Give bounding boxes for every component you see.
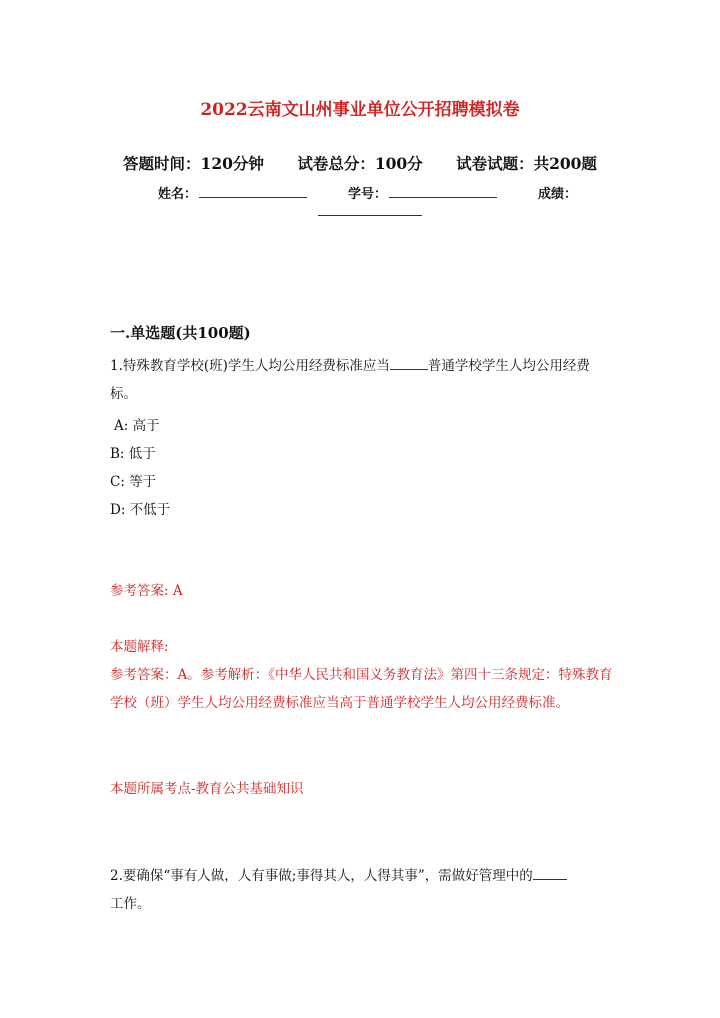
question-1-explain-label: 本题解释:: [110, 639, 169, 655]
score-field: [538, 183, 577, 202]
question-1-option-b: B: 低于: [110, 446, 156, 462]
question-2-blank: [533, 867, 567, 880]
question-1-option-c: C: 等于: [110, 474, 157, 490]
exam-meta: [0, 152, 720, 174]
id-label: 学号：: [348, 187, 388, 202]
question-1-stem: [110, 352, 616, 408]
question-2-stem-end: 工作。: [110, 896, 151, 912]
score-label: 成绩：: [538, 187, 578, 202]
question-1-stem-start: 1.特殊教育学校(班)学生人均公用经费标准应当: [110, 358, 390, 374]
name-field: [158, 183, 307, 202]
exam-total-score: 试卷总分：100分: [297, 154, 423, 173]
id-field: [348, 183, 497, 202]
question-2-stem-start: 2.要确保“事有人做，人有事做;事得其人，人得其事”，需做好管理中的: [110, 868, 533, 884]
exam-question-count: 试卷试题：共200题: [456, 154, 597, 173]
question-2-stem: [110, 862, 616, 918]
name-label: 姓名：: [158, 187, 198, 202]
id-blank: [389, 185, 497, 198]
question-1-answer: 参考答案: A: [110, 583, 183, 599]
exam-time: 答题时间：120分钟: [123, 154, 264, 173]
question-1-option-a: A: 高于: [114, 418, 160, 434]
score-blank: [318, 203, 422, 216]
exam-title: 2022云南文山州事业单位公开招聘模拟卷: [200, 100, 520, 120]
name-blank: [199, 185, 307, 198]
question-1-topic: 本题所属考点-教育公共基础知识: [110, 781, 304, 797]
question-1-blank: [390, 357, 428, 370]
question-1-explanation: 参考答案：A。参考解析：《中华人民共和国义务教育法》第四十三条规定：特殊教育学校（班）学生人均公用经费标准应当高于普通学校学生人均公用经费标准。: [110, 667, 613, 711]
section-title: 一.单选题(共100题): [110, 324, 251, 342]
question-1-stem-end: 普通学校学生人均公用经费标。: [110, 358, 590, 402]
question-1-option-d: D: 不低于: [110, 502, 171, 518]
